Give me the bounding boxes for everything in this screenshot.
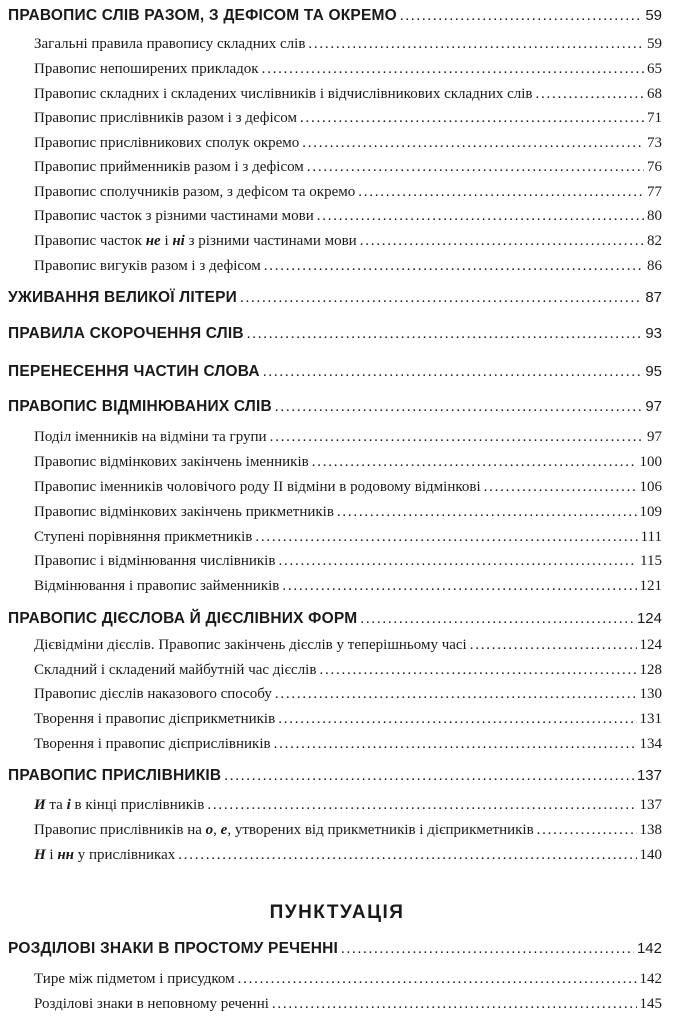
page-number: 76: [647, 159, 662, 175]
entry-title: РОЗДІЛОВІ ЗНАКИ В ПРОСТОМУ РЕЧЕННІ: [8, 940, 339, 957]
page-number: 134: [639, 736, 662, 752]
entry-title: Правопис відмінкових закінчень прикметників: [34, 504, 334, 520]
page-number: 87: [645, 289, 662, 306]
entry-title: Складний і складений майбутній час дієслів: [34, 662, 317, 678]
entry-title: Правопис непоширених прикладок: [34, 61, 259, 77]
entry-title: Загальні правила правопису складних слів: [34, 36, 306, 52]
toc-subsection-entry[interactable]: [0, 711, 674, 728]
dot-leader: [400, 8, 642, 25]
page-number: 142: [639, 971, 662, 987]
emphasized-letters: ні: [172, 233, 185, 249]
emphasized-letters: і: [66, 797, 71, 813]
entry-title: Правопис дієслів наказового способу: [34, 686, 272, 702]
page-number: 109: [639, 504, 662, 520]
dot-leader: [317, 208, 644, 225]
page-number: 115: [640, 553, 662, 569]
dot-leader: [319, 662, 636, 679]
dot-leader: [272, 996, 637, 1013]
toc-subsection-entry[interactable]: [0, 36, 674, 53]
toc-subsection-entry[interactable]: [0, 996, 674, 1013]
dot-leader: [278, 711, 636, 728]
dot-leader: [278, 553, 637, 570]
emphasized-letters: не: [145, 233, 161, 249]
dot-leader: [240, 290, 642, 307]
title-fragment: ,: [213, 822, 221, 838]
page-number: 86: [647, 258, 662, 274]
page-number: 131: [639, 711, 662, 727]
title-fragment: Правопис часток: [34, 233, 146, 249]
page-number: 128: [639, 662, 662, 678]
entry-title: Правопис прислівникових сполук окремо: [34, 135, 300, 151]
dot-leader: [224, 768, 634, 785]
entry-title: Правопис сполучників разом, з дефісом та окремо: [34, 184, 356, 200]
entry-title: [0, 797, 204, 814]
page-number: 68: [647, 86, 662, 102]
page-number: 124: [636, 610, 662, 627]
toc-subsection-entry[interactable]: [0, 822, 674, 839]
entry-title: Правопис прислівників разом і з дефісом: [34, 110, 297, 126]
toc-subsection-entry[interactable]: [0, 208, 674, 225]
toc-subsection-entry[interactable]: [0, 553, 674, 570]
entry-title: ПЕРЕНЕСЕННЯ ЧАСТИН СЛОВА: [8, 363, 260, 380]
emphasized-letters: о: [205, 822, 214, 838]
entry-title: [0, 847, 175, 864]
title-fragment: у прислівниках: [74, 847, 176, 863]
emphasized-letters: И: [34, 797, 46, 813]
entry-title: ПРАВОПИС ВІДМІНЮВАНИХ СЛІВ: [8, 398, 272, 415]
dot-leader: [274, 736, 637, 753]
dot-leader: [537, 822, 637, 839]
page-number: 71: [647, 110, 662, 126]
toc-subsection-entry[interactable]: [0, 847, 674, 864]
entry-title: УЖИВАННЯ ВЕЛИКОЇ ЛІТЕРИ: [8, 289, 237, 306]
dot-leader: [360, 233, 644, 250]
toc-subsection-entry[interactable]: [0, 258, 674, 275]
dot-leader: [536, 86, 645, 103]
toc-subsection-entry[interactable]: [0, 110, 674, 127]
page-number: 142: [636, 940, 662, 957]
page-number: 73: [647, 135, 662, 151]
dot-leader: [262, 61, 644, 78]
part-heading: ПУНКТУАЦІЯ: [269, 902, 405, 923]
entry-title: Творення і правопис дієприкметників: [34, 711, 276, 727]
entry-title: ПРАВОПИС ПРИСЛІВНИКІВ: [8, 767, 222, 784]
toc-subsection-entry[interactable]: [0, 529, 674, 546]
toc-subsection-entry[interactable]: [0, 159, 674, 176]
dot-leader: [300, 110, 644, 127]
dot-leader: [337, 504, 637, 521]
toc-section-entry[interactable]: [0, 767, 674, 785]
dot-leader: [238, 971, 637, 988]
toc-subsection-entry[interactable]: [0, 797, 674, 814]
dot-leader: [360, 611, 634, 628]
emphasized-letters: нн: [57, 847, 74, 863]
title-fragment: та: [45, 797, 67, 813]
dot-leader: [312, 454, 637, 471]
dot-leader: [341, 941, 634, 958]
page-number: 77: [647, 184, 662, 200]
toc-subsection-entry[interactable]: [0, 429, 674, 446]
entry-title: Поділ іменників на відміни та групи: [34, 429, 267, 445]
entry-title: Творення і правопис дієприслівників: [34, 736, 271, 752]
title-fragment: в кінці прислівників: [70, 797, 205, 813]
toc-subsection-entry[interactable]: [0, 971, 674, 988]
entry-title: Тире між підметом і присудком: [34, 971, 235, 987]
dot-leader: [470, 637, 637, 654]
page-number: 100: [639, 454, 662, 470]
page-number: 59: [647, 36, 662, 52]
dot-leader: [358, 184, 644, 201]
entry-title: [0, 822, 534, 839]
page-number: 137: [639, 797, 662, 813]
dot-leader: [484, 479, 637, 496]
entry-title: Розділові знаки в неповному реченні: [34, 996, 269, 1012]
toc-subsection-entry[interactable]: [0, 184, 674, 201]
entry-title: Ступені порівняння прикметників: [34, 529, 253, 545]
entry-title: Правопис іменників чоловічого роду II відміни в родовому відмінкові: [34, 479, 481, 495]
page-number: 124: [639, 637, 662, 653]
dot-leader: [263, 364, 642, 381]
entry-title: Правопис вигуків разом і з дефісом: [34, 258, 261, 274]
toc-subsection-entry[interactable]: [0, 578, 674, 595]
title-fragment: , утворених від прикметників і дієприкметників: [227, 822, 534, 838]
page-number: 59: [645, 7, 662, 24]
entry-title: ПРАВИЛА СКОРОЧЕННЯ СЛІВ: [8, 325, 244, 342]
toc-subsection-entry[interactable]: [0, 637, 674, 654]
page-number: 97: [647, 429, 662, 445]
toc-section-entry[interactable]: [0, 289, 674, 307]
toc-section-entry[interactable]: [0, 940, 674, 958]
dot-leader: [255, 529, 637, 546]
entry-title: ПРАВОПИС СЛІВ РАЗОМ, З ДЕФІСОМ ТА ОКРЕМО: [8, 7, 397, 24]
dot-leader: [275, 686, 637, 703]
dot-leader: [308, 36, 644, 53]
entry-title: ПРАВОПИС ДІЄСЛОВА Й ДІЄСЛІВНИХ ФОРМ: [8, 610, 358, 627]
toc-subsection-entry[interactable]: [0, 233, 674, 250]
entry-title: Правопис складних і складених числівників і відчислівникових складних слів: [34, 86, 533, 102]
entry-title: Правопис відмінкових закінчень іменників: [34, 454, 309, 470]
toc-section-entry[interactable]: [0, 398, 674, 416]
emphasized-letters: е: [220, 822, 228, 838]
title-fragment: і: [160, 233, 173, 249]
entry-title: [0, 233, 357, 250]
page-number: 145: [639, 996, 662, 1012]
page-number: 93: [645, 325, 662, 342]
toc-subsection-entry[interactable]: [0, 504, 674, 521]
page-number: 111: [640, 529, 662, 545]
dot-leader: [247, 326, 643, 343]
toc-subsection-entry[interactable]: [0, 86, 674, 103]
dot-leader: [264, 258, 644, 275]
entry-title: Правопис часток з різними частинами мови: [34, 208, 314, 224]
dot-leader: [302, 135, 644, 152]
page-number: 138: [639, 822, 662, 838]
toc-subsection-entry[interactable]: [0, 61, 674, 78]
page-number: 80: [647, 208, 662, 224]
page-number: 97: [645, 398, 662, 415]
toc-section-entry[interactable]: [0, 363, 674, 381]
page-number: 65: [647, 61, 662, 77]
toc-section-entry[interactable]: [0, 7, 674, 25]
emphasized-letters: Н: [34, 847, 46, 863]
page-number: 140: [639, 847, 662, 863]
dot-leader: [275, 399, 642, 416]
toc-subsection-entry[interactable]: [0, 454, 674, 471]
toc-subsection-entry[interactable]: [0, 135, 674, 152]
dot-leader: [282, 578, 636, 595]
title-fragment: з різними частинами мови: [184, 233, 357, 249]
page-number: 137: [636, 767, 662, 784]
dot-leader: [178, 847, 636, 864]
dot-leader: [307, 159, 644, 176]
page-number: 95: [645, 363, 662, 380]
entry-title: Відмінювання і правопис займенників: [34, 578, 280, 594]
toc-subsection-entry[interactable]: [0, 686, 674, 703]
toc-section-entry[interactable]: [0, 610, 674, 628]
entry-title: Правопис і відмінювання числівників: [34, 553, 276, 569]
dot-leader: [270, 429, 644, 446]
title-fragment: і: [45, 847, 58, 863]
toc-subsection-entry[interactable]: [0, 662, 674, 679]
entry-title: Правопис прийменників разом і з дефісом: [34, 159, 304, 175]
toc-section-entry[interactable]: [0, 325, 674, 343]
entry-title: Дієвідміни дієслів. Правопис закінчень дієслів у теперішньому часі: [34, 637, 467, 653]
page-number: 82: [647, 233, 662, 249]
page-number: 121: [639, 578, 662, 594]
toc-subsection-entry[interactable]: [0, 479, 674, 496]
page-number: 106: [639, 479, 662, 495]
page-number: 130: [639, 686, 662, 702]
dot-leader: [207, 797, 636, 814]
title-fragment: Правопис прислівників на: [34, 822, 206, 838]
toc-subsection-entry[interactable]: [0, 736, 674, 753]
